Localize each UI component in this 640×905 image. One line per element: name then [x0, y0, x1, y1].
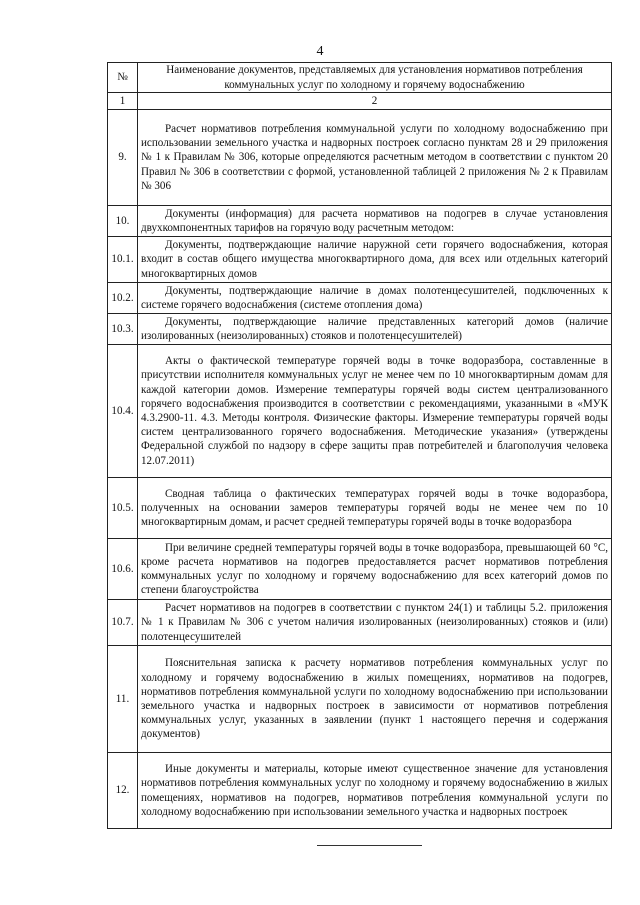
row-text: Пояснительная записка к расчету нормативов потребления коммунальных услуг по холодному и горячему водоснабжению в жилых помещениях, нормативов на подогрев, нормативов потребления коммунальной услуги по холодному водоснабжению при использовании земельного участка и надворных построек в зависимости от нормативов потребления коммунальных услуг, указанных в заявлении (пункт 1 настоящего перечня и содержания документов) — [138, 646, 612, 753]
row-number: 9. — [108, 110, 138, 206]
table-header-row — [108, 63, 612, 93]
table-row — [108, 314, 612, 345]
table-row — [108, 283, 612, 314]
table-row — [108, 646, 612, 753]
row-text: Акты о фактической температуре горячей воды в точке водоразбора, составленные в присутствии исполнителя коммунальных услуг не менее чем по 10 многоквартирным домам для каждой категории домов. Измерение температуры горячей воды систем централизованного горячего водоснабжения производится в соответствии с рекомендациями, указанными в «МУК 4.3.2900-11. 4.3. Методы контроля. Физические факторы. Измерение температуры горячей воды систем централизованного горячего водоснабжения. Методические указания» (утверждены Федеральной службой по надзору в сфере защиты прав потребителей и благополучия человека 12.07.2011) — [138, 345, 612, 478]
row-text: Документы, подтверждающие наличие в домах полотенцесушителей, подключенных к системе горячего водоснабжения (системе отопления дома) — [138, 283, 612, 314]
row-number: 10.3. — [108, 314, 138, 345]
table-row — [108, 237, 612, 283]
row-text: При величине средней температуры горячей воды в точке водоразбора, превышающей 60 °С, кроме расчета нормативов на подогрев предоставляется расчет нормативов потребления коммунальных услуг по холодному и горячему водоснабжению для всех категорий домов по степени благоустройства — [138, 539, 612, 600]
row-number: 10.7. — [108, 600, 138, 646]
table-row — [108, 539, 612, 600]
table-row — [108, 478, 612, 539]
row-text: Документы (информация) для расчета нормативов на подогрев в случае установления двухкомпонентных тарифов на горячую воду расчетным методом: — [138, 206, 612, 237]
row-text: Иные документы и материалы, которые имеют существенное значение для установления нормативов потребления коммунальных услуг по холодному и горячему водоснабжению в жилых помещениях, нормативов на подогрев, нормативов потребления коммунальной услуги по холодному водоснабжению при использовании земельного участка и надворных построек — [138, 753, 612, 829]
row-number: 12. — [108, 753, 138, 829]
row-number: 11. — [108, 646, 138, 753]
row-text: Расчет нормативов на подогрев в соответствии с пунктом 24(1) и таблицы 5.2. приложения № 1 к Правилам № 306 с учетом наличия изолированных (неизолированных) стояков и (или) полотенцесушителей — [138, 600, 612, 646]
table-row — [108, 600, 612, 646]
row-number: 10. — [108, 206, 138, 237]
footer-divider — [317, 845, 422, 846]
page-number: 4 — [316, 44, 324, 59]
row-number: 10.1. — [108, 237, 138, 283]
table-row — [108, 753, 612, 829]
documents-table — [107, 62, 612, 829]
table-row — [108, 345, 612, 478]
row-text: Расчет нормативов потребления коммунальной услуги по холодному водоснабжению при использовании земельного участка и надворных построек согласно пунктам 28 и 29 приложения № 1 к Правилам № 306, которые определяются расчетным методом в соответствии с пунктом 20 Правил № 306 в соответствии с формой, установленной таблицей 2 приложения № 2 к Правилам № 306 — [138, 110, 612, 206]
row-number: 10.6. — [108, 539, 138, 600]
header-number-cell: № — [108, 63, 138, 93]
row-number: 10.4. — [108, 345, 138, 478]
column-index-1: 1 — [108, 93, 138, 110]
row-text: Документы, подтверждающие наличие представленных категорий домов (наличие изолированных (неизолированных) стояков и полотенцесушителей) — [138, 314, 612, 345]
header-title-cell: Наименование документов, представляемых для установления нормативов потребления коммунальных услуг по холодному и горячему водоснабжению — [138, 63, 612, 93]
column-index-row — [108, 93, 612, 110]
table-row — [108, 206, 612, 237]
row-text: Сводная таблица о фактических температурах горячей воды в точке водоразбора, полученных на основании замеров температуры горячей воды не менее чем по 10 многоквартирным домам, и расчет средней температуры горячей воды в точке водоразбора — [138, 478, 612, 539]
row-number: 10.2. — [108, 283, 138, 314]
column-index-2: 2 — [138, 93, 612, 110]
row-number: 10.5. — [108, 478, 138, 539]
table-row — [108, 110, 612, 206]
row-text: Документы, подтверждающие наличие наружной сети горячего водоснабжения, которая входит в состав общего имущества многоквартирного дома, для всех или отдельных категорий многоквартирных домов — [138, 237, 612, 283]
